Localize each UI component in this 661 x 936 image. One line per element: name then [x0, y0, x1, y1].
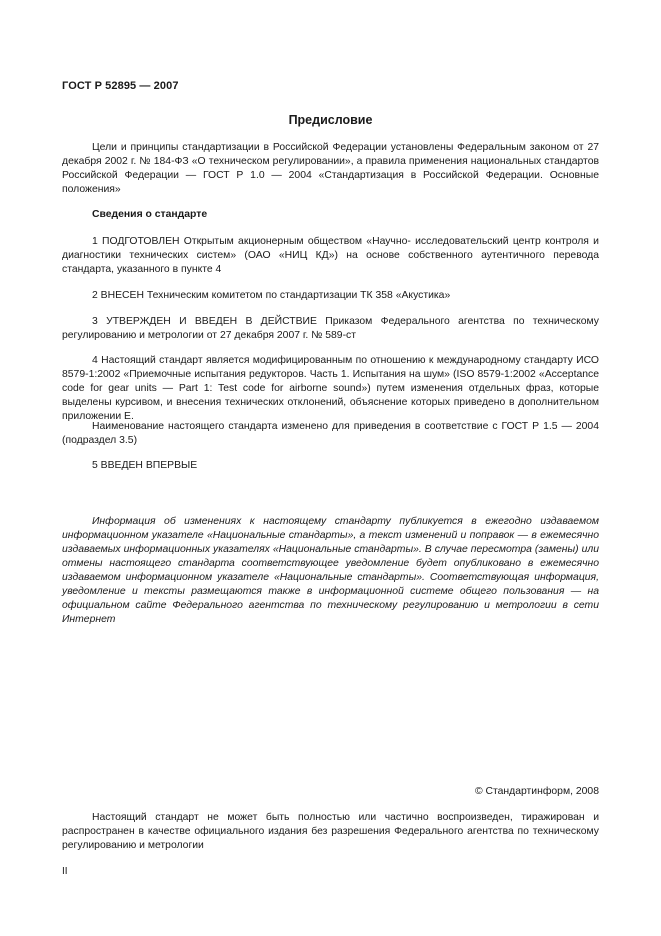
intro-paragraph: Цели и принципы стандартизации в Российской Федерации установлены Федеральным законом от 27 декабря 2002 г. № 184-ФЗ «О техническом регулировании», а правила применения национальных стандартов Российской Федерации — ГОСТ Р 1.0 — 2004 «Стандартизация в Российской Федерации. Основные положения» [62, 142, 599, 195]
item-1-paragraph: 1 ПОДГОТОВЛЕН Открытым акционерным обществом «Научно- исследовательский центр контроля и диагностики технических систем» (ОАО «НИЦ КД») на основе собственного аутентичного перевода стандарта, указанного в пункте 4 [62, 236, 599, 275]
item-3-paragraph: 3 УТВЕРЖДЕН И ВВЕДЕН В ДЕЙСТВИЕ Приказом Федерального агентства по техническому регулированию и метрологии от 27 декабря 2007 г. № 589-ст [62, 316, 599, 341]
section-heading: Сведения о стандарте [92, 209, 208, 220]
item-2-paragraph: 2 ВНЕСЕН Техническим комитетом по стандартизации ТК 358 «Акустика» [92, 290, 451, 301]
copyright-line: © Стандартинформ, 2008 [474, 786, 599, 797]
reproduction-notice: Настоящий стандарт не может быть полностью или частично воспроизведен, тиражирован и распространен в качестве официального издания без разрешения Федерального агентства по техническому регулированию и метрологии [62, 812, 599, 851]
item-4-paragraph: 4 Настоящий стандарт является модифицированным по отношению к международному стандарту ИСО 8579-1:2002 «Приемочные испытания редукторов. Часть 1. Испытания на шум» (ISO 8579-1:2002 «Acceptance code for gear units — Part 1: Test code for airborne sound») путем изменения отдельных фраз, которые выделены курсивом, и внесения технических отклонений, объяснение которых приведено в дополнительном приложении Е. [62, 355, 599, 422]
item-4-name-note: Наименование настоящего стандарта изменено для приведения в соответствие с ГОСТ Р 1.5 — 2004 (подраздел 3.5) [62, 421, 599, 446]
page-number: II [62, 866, 68, 877]
page-title: Предисловие [288, 113, 373, 127]
standard-code-header: ГОСТ Р 52895 — 2007 [62, 80, 179, 92]
item-5-paragraph: 5 ВВЕДЕН ВПЕРВЫЕ [92, 460, 198, 471]
info-notice-paragraph: Информация об изменениях к настоящему стандарту публикуется в ежегодно издаваемом информационном указателе «Национальные стандарты», а текст изменений и поправок — в ежемесячно издаваемых информационных указателях «Национальные стандарты». В случае пересмотра (замены) или отмены настоящего стандарта соответствующее уведомление будет опубликовано в ежемесячно издаваемом информационном указателе «Национальные стандарты». Соответствующая информация, уведомление и тексты размещаются также в информационной системе общего пользования — на официальном сайте Федерального агентства по техническому регулированию и метрологии в сети Интернет [62, 516, 599, 625]
